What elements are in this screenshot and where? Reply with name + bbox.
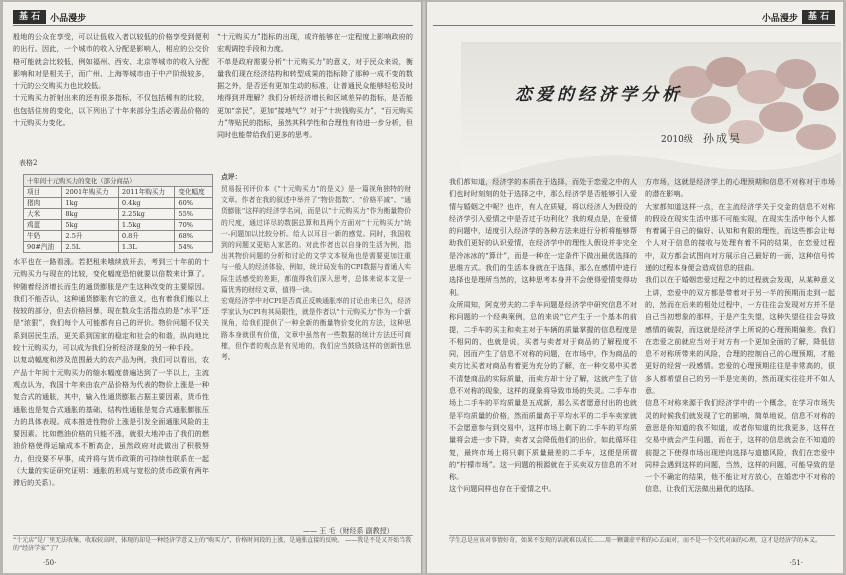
table-cell: 大米 <box>24 209 62 220</box>
table-cell: 90#汽油 <box>24 242 62 253</box>
page-number-left: ·50· <box>43 559 57 567</box>
table-cell: 55% <box>175 209 213 220</box>
table-row <box>24 198 213 209</box>
table-cell: 2.5L <box>62 242 118 253</box>
commentary-label: 点评： <box>221 173 242 181</box>
table-caption: 表格2 <box>19 159 38 167</box>
table-cell: 2.25kg <box>118 209 174 220</box>
right-page-header <box>762 10 835 24</box>
table-cell: 鸡蛋 <box>24 220 62 231</box>
page-number-right: ·51· <box>789 559 803 567</box>
table-row <box>24 209 213 220</box>
table-cell: 8kg <box>62 209 118 220</box>
table-cell: 0.8升 <box>118 231 174 242</box>
left-col1-top-text: 般地的公众在享受，可以让低收入者以较低的价格享受到便利的出行。因此，一个城市的收入分配是影响人，相应的公交价格可能就会比较低，例如福州、西安、北京等城市的收入分配影响和对是相关于，而广州、上海等城市由于中产阶级较多，十元的公交购买力也比较低。 十元购买力折射出来的还有很多指标，不仅包括稀有的比较，也包括住房的变化，以下列出了十年来部分生活必需品价格的十元购买力变化。 <box>13 32 209 128</box>
section-title: 小品漫步 <box>50 13 87 24</box>
left-col2-top-text: “十元购买力”指标的出现，或许能够在一定程度上影响政府的宏观调控手段和力度。 不单是政府需要分析“十元购买力”的意义，对于民众来说，衡量我们现在经济结构和转型成果的指标除了那种一成不变的数据之外，是否还有更加生动的标准，让普通民众能够轻松及时地得到并理解？我们分析经济增长和区域差异的指标，是否能更加“亲民”，更加“接地气”？对于“十块钱购买力”，“百元购买力”等贴民的指标，虽然其科学性和合理性有待进一步分析，但同时也能带给我们更多的思考。 <box>217 32 413 140</box>
table-header-cell: 项目 <box>24 187 62 198</box>
table-cell: 猪肉 <box>24 198 62 209</box>
right-col1-text: 我们都知道，经济学的本质在于选择，而处于恋爱之中的人们也时时刻刻的处于选择之中，那么经济学是否能够引入爱情与婚姻之中呢？也许，有人在质疑，将以经济人为假设的经济学引入爱情之中是否过于功利化？我的观点是，在爱情的问题中，适度引入经济学的各种方法来进行分析将能够帮助我们更好的认识爱情，在经济学中的理性人假设并非完全是冷冰冰的“算计”，而是一种在一定条件下做出最优选择的思维方式。我们的生活本身就在于选择，那么在感情中进行选择也是理所当然的，这种思考本身并不会使得爱情变得功利。 众所周知，阿克劳夫的二手车问题是经济学中研究信息不对称问题的一个经典案例，总的来说“它产生于一个基本的前提，二手车的买主和卖主对于车辆的质量掌握的信息程度是不相同的，也就是说，买者与卖者对于商品的了解程度不同，因而产生了信息不对称的问题，在市场中，作为商品的卖方比买者对商品有着更为充分的了解，在一种交易中买者不清楚商品的实际质量，而卖方却十分了解，这就产生了信息不对称的现象，这样的现象将导致市场的失灵。二手车市场上二手车的平均质量是五成新，那么买者愿意付出的也就是平均质量的价格，然而质量高于平均水平的二手车卖家就不会愿意参与到交易中，这样市场上剩下的二手车的平均质量将会进一步下降，卖者又会降低他们的出价，如此循环往复，最终市场上将只剩下质量最差的二手车，这便是所谓的“柠檬市场”。这一问题的根源就在于买卖双方信息的不对称。 这个问题同样也存在于爱情之中。 <box>449 177 637 494</box>
table-header-cell: 2011年购买力 <box>118 187 174 198</box>
table-body <box>24 198 213 253</box>
table-cell: 牛奶 <box>24 231 62 242</box>
table-header-cell: 2001年购买力 <box>62 187 118 198</box>
section-tag: 基 石 <box>13 10 46 24</box>
magazine-spread <box>3 2 843 573</box>
commentary-signature: —— 王 毛（财经系 副教授） <box>303 527 394 535</box>
left-footnote: “十元店”是厂里无法收集，收取较高时，体现的却是一种经济学意义上的“购买力”，价格时间段的上涨，是通胀直接的反映。 ——我是不是又开始当我的“经济学家”了？ <box>13 535 413 555</box>
table-header-row <box>24 187 213 198</box>
table-header-cell: 变化幅度 <box>175 187 213 198</box>
table-cell: 68% <box>175 231 213 242</box>
commentary-text: 贸易报刊评价本《“十元购买力”的是义》是一篇视角独特的财文章。作者在我的叙述中举并了“物价指数”、“价格平减”、“通货膨胀”这样的经济学名词，而是以“十元购买力”作为衡量物价的尺度，通过详尽的数据总算和具两个方面对“十元购买力”统一-问题加以比较分析。给人以耳目一新的感觉。同时，我国收到的问题又更贴人家恶的。对此作者也以自身的生活为例，指出其物价问题的分析和讨论的文学文本视角也是需要更加注重与一般人的经济体验，例如，统计局发布的CPI数据与普通人实际生活感受的差距，都值得我们深入思考，总体来说本文是一篇优秀的财经文章，值得一读。 宏观经济学中对CPI是否真正反映通胀率的讨论由来已久，经济学家认为CPI有其局限性，就是作者以"十元购买力"作为一个新视角，给我们提供了一种全新的衡量物价变化的方法，这种思路本身就很有价值，文章中虽然有一些数据的统计方法还可商榷，但作者的观点是有见地的，我们应当鼓励这样的创新性思考。 <box>221 185 411 362</box>
table-cell: 70% <box>175 220 213 231</box>
left-page-header <box>13 10 86 24</box>
table-row <box>24 242 213 253</box>
article-title: 恋爱的经济学分析 <box>515 85 683 105</box>
table-row <box>24 220 213 231</box>
right-footnote: 学生总是应该对事情好奇，如果不发现的话就难以成长……用一颗谦虚平和的心去面对，而不是一个交代对面的心理，这才是经济学的本义。 <box>449 535 835 555</box>
table-cell: 5kg <box>62 220 118 231</box>
right-page <box>427 2 843 573</box>
table-title: 十年间十元购买力的变化（部分商品） <box>23 174 213 187</box>
header-rule <box>13 25 413 26</box>
table-cell: 1kg <box>62 198 118 209</box>
table-cell: 0.4kg <box>118 198 174 209</box>
table-cell: 2.5升 <box>62 231 118 242</box>
roses-illustration <box>461 42 841 187</box>
right-col2-text: 方市场，这就是经济学上的心理预期和信息不对称对于市场的潜在影响。 大家都知道这样一点，在主流经济学关于交金的信息不对称的假设在现实生活中那不可能实现，在现实生活中每个人都有着属于自己的偏好、认知和有限的理性，而这些都会让每个人对于信息的接收与处理有着不同的结果，在恋爱过程中，双方都会试图向对方展示自己最好的一面，这种信号传递的过程本身便会造成信息的扭曲。 我们以在于婚姻恋爱过程之中的过程就会发现，从某种意义上讲，恋爱中的双方都是带着对于另一半的预期而走到一起的，然而在后来的相处过程中，一方往往会发现对方并不是自己当初想象的那样，于是产生失望，这种失望往往会导致感情的破裂，而这就是经济学上所说的心理预期偏差。我们在恋爱之前就应当对于对方有一个更加全面的了解，降低信息不对称所带来的风险，合理的控制自己的心理预期，才能更好的经营一段感情。恋爱的心理预期往往是非常高的，很多人都希望自己的另一半是完美的，然而现实往往并不如人意。 信息不对称来源于我们经济学中的一个概念，在学习市场失灵的时候我们就发现了它的影响，简单地说，信息不对称的意思是你知道的我不知道，或者你知道的比我更多，这样在交易中就会产生问题，而在于，这样的信息就会在不知道的前提之下使得市场出现逆向选择与道德风险，我们在恋爱中同样会遇到这样的问题，当然，这样的问题，可能导致的是一个不确定的结果，他不能让对方放心，在婚恋中不对称的信息，让我们无法做出最优的选择。 <box>645 177 835 494</box>
author-grade: 2010级 <box>661 135 693 145</box>
table-cell: 1.3L <box>118 242 174 253</box>
header-rule <box>433 25 835 26</box>
section-title: 小品漫步 <box>761 13 798 24</box>
left-col1-bottom-text: 水平也在一路看涨。若把租来哦续放开去，考到三十年前的十元购买力与现在的比较，变化幅度恐怕就要以倍数来计算了。钟随着经济增长而生的通货膨胀是产生这种改变的主要原因。我们不能否认，这种通货膨胀有它的意义，也有着我们能以上按较的部分，但去价格回暴，现在数众生活指点的是“水平”还是“浓狠”，我们每个人可能都有自己的评价。物价问题不仅关系到居民生活，更关系到国家的稳定和社会的和谐，纵向地比较十元购买力，可以成为我们分析经济现象的另一种手段。 以复动幅度和涉及范围最大的农产品为例，我们可以看出，农产品十年间十元购买力的缩水幅度普遍达到了一半以上，主流观点认为，我国十年来由农产品价格为代表的物价上涨是一种复合式的通胀，其中，输入性通货膨胀占据主要因素，货币性通胀也是复合式通胀的基础，结构性通胀是复合式通胀膨胀压力的具体表现。成本推进性物价上涨是引发全面通胀风险的主要因素。比如燃油价格的只能不涨，就很大地冲击了我们的燃油价格使得运输成本不断高企，虽然政府对此做出了积极努力，但没要不早事，成并将与货币政策的可持续性联系在一起（大量的实证研究证明：通胀的形成与宽松的货币政策有两年滞后的关系）。 <box>13 257 209 488</box>
table-row <box>24 231 213 242</box>
left-page <box>3 2 421 573</box>
table-cell: 54% <box>175 242 213 253</box>
table-cell: 60% <box>175 198 213 209</box>
author-name: 孙成昊 <box>703 132 742 145</box>
rose-banner-image <box>461 42 841 187</box>
section-tag: 基 石 <box>802 10 835 24</box>
price-table <box>23 186 213 253</box>
table-cell: 1.5kg <box>118 220 174 231</box>
